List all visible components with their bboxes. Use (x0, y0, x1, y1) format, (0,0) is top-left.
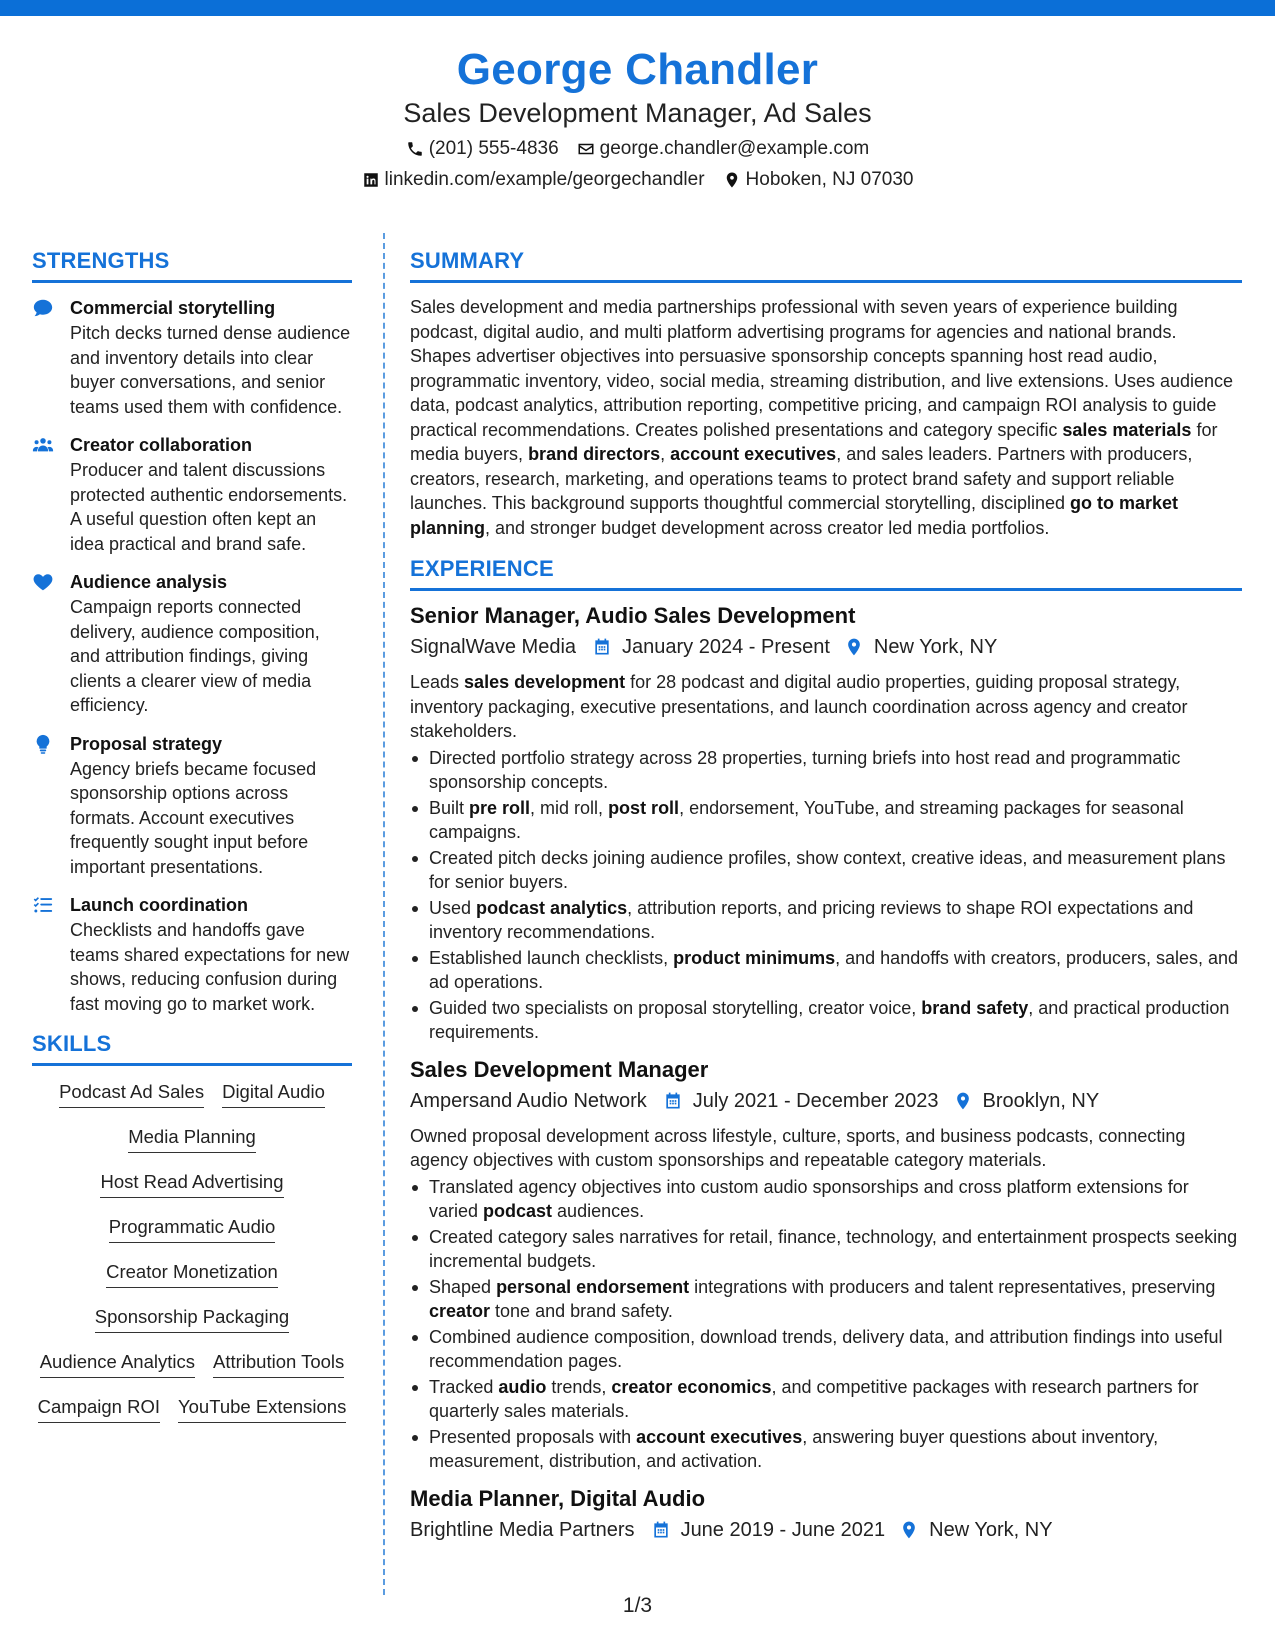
bold-phrase: creator economics (611, 1376, 772, 1397)
job-title: Media Planner, Digital Audio (410, 1485, 706, 1511)
heart-icon (32, 571, 54, 593)
strength-description: Pitch decks turned dense audience and inventory details into clear buyer conversations, and senior teams used them with confidence. (70, 323, 351, 417)
experience-list (410, 601, 1242, 1545)
bold-phrase: account executives (636, 1426, 803, 1447)
phone-icon (406, 140, 424, 158)
bold-phrase: creator (429, 1301, 491, 1321)
strength-body (70, 295, 352, 419)
candidate-name: George Chandler (456, 45, 819, 94)
linkedin-contact[interactable] (362, 167, 705, 193)
job-title: Senior Manager, Audio Sales Development (410, 603, 856, 628)
strength-item (32, 569, 352, 718)
skill-tag: Digital Audio (222, 1080, 325, 1108)
map-pin-icon (953, 1091, 973, 1111)
calendar-icon (663, 1091, 683, 1111)
strength-body (70, 892, 352, 1016)
right-column (410, 246, 1242, 1545)
strength-icon-wrap (32, 731, 70, 880)
strengths-list (32, 295, 352, 1016)
job-bullet: Shaped personal endorsement integrations with producers and talent representatives, preserving creator tone and brand safety. (410, 1275, 1242, 1324)
job-company: Ampersand Audio Network (410, 1089, 647, 1112)
job-meta (410, 632, 1242, 662)
job-meta (410, 1515, 1242, 1545)
bold-phrase: brand safety (921, 997, 1029, 1018)
left-column (32, 246, 352, 1423)
job-bullets (410, 746, 1242, 1045)
summary-text: Sales development and media partnerships professional with seven years of experience building podcast, digital audio, and multi platform advertising programs for agencies and national brands. Shapes advertiser objectives into persuasive sponsorship concepts spanning host read audio, programmatic inventory, video, social media, streaming distribution, and live extensions. Uses audience data, podcast analytics, attribution reporting, competitive pricing, and campaign ROI analysis to guide practical recommendations. Creates polished presentations and category specific sales materials for media buyers, brand directors, account executives, and sales leaders. Partners with producers, creators, research, marketing, and operations teams to protect brand safety and support reliable launches. This background supports thoughtful commercial storytelling, disciplined go to market planning, and stronger budget development across creator led media portfolios. (410, 297, 1234, 538)
summary-heading: SUMMARY (410, 246, 1242, 283)
email-text: george.chandler@example.com (599, 138, 870, 159)
job-location: New York, NY (929, 1518, 1053, 1541)
strengths-heading: STRENGTHS (32, 246, 352, 283)
bold-phrase: product minimums (673, 947, 836, 968)
job-company: Brightline Media Partners (410, 1518, 635, 1541)
strength-icon-wrap (32, 432, 70, 556)
bold-phrase: sales development (464, 672, 626, 692)
bold-phrase: post roll (608, 797, 680, 818)
skill-tag: Creator Monetization (106, 1260, 278, 1288)
linkedin-text: linkedin.com/example/georgechandler (384, 169, 705, 190)
job-entry (410, 601, 1242, 1045)
skill-tag: YouTube Extensions (178, 1395, 346, 1423)
strength-item (32, 432, 352, 556)
skill-tag: Attribution Tools (213, 1350, 344, 1378)
job-dates: January 2024 - Present (622, 636, 830, 658)
contact-row-1 (0, 136, 1275, 162)
strength-icon-wrap (32, 569, 70, 718)
strength-icon-wrap (32, 892, 70, 1016)
bold-phrase: audio (498, 1376, 547, 1397)
bold-phrase: pre roll (469, 797, 531, 818)
skill-tag: Campaign ROI (38, 1395, 160, 1423)
strength-item (32, 731, 352, 880)
job-bullet: Created pitch decks joining audience profiles, show context, creative ideas, and measurement plans for senior buyers. (410, 846, 1242, 895)
job-title: Sales Development Manager (410, 1056, 709, 1082)
job-entry (410, 1055, 1242, 1474)
skill-tag: Sponsorship Packaging (95, 1305, 289, 1333)
location-text: Hoboken, NJ 07030 (745, 169, 914, 190)
job-bullet: Tracked audio trends, creator economics, and competitive packages with research partners for quarterly sales materials. (410, 1375, 1242, 1424)
job-location: New York, NY (873, 636, 998, 658)
strength-description: Agency briefs became focused sponsorship options across formats. Account executives frequently sought input before important presentations. (70, 758, 317, 877)
job-bullet: Built pre roll, mid roll, post roll, endorsement, YouTube, and streaming packages for seasonal campaigns. (410, 796, 1242, 845)
map-pin-icon (723, 171, 741, 189)
job-description: Owned proposal development across lifestyle, culture, sports, and business podcasts, connecting agency objectives with custom sponsorships and repeatable category materials. (410, 1125, 1186, 1170)
phone-contact[interactable] (406, 136, 559, 162)
strength-title: Commercial storytelling (70, 298, 276, 318)
bold-phrase: account executives (670, 444, 837, 464)
strength-item (32, 295, 352, 419)
strength-title: Creator collaboration (70, 435, 253, 455)
job-bullet: Used podcast analytics, attribution reports, and pricing reviews to shape ROI expectations and inventory recommendations. (410, 896, 1242, 945)
job-bullet: Created category sales narratives for retail, finance, technology, and entertainment prospects seeking incremental budgets. (410, 1225, 1242, 1274)
job-bullet: Presented proposals with account executives, answering buyer questions about inventory, measurement, distribution, and activation. (410, 1425, 1242, 1474)
bold-phrase: go to market planning (410, 493, 1179, 538)
job-meta (410, 1086, 1242, 1116)
skills-heading: SKILLS (32, 1029, 352, 1066)
job-description: Leads sales development for 28 podcast and digital audio properties, guiding proposal strategy, inventory packaging, executive presentations, and launch coordination across agency and creator stakeholders. (410, 672, 1188, 741)
map-pin-icon (899, 1520, 919, 1540)
email-contact[interactable] (577, 136, 870, 162)
job-dates: July 2021 - December 2023 (692, 1089, 939, 1112)
bold-phrase: podcast (483, 1201, 553, 1221)
strength-title: Proposal strategy (70, 733, 223, 754)
job-bullet: Directed portfolio strategy across 28 properties, turning briefs into host read and programmatic sponsorship concepts. (410, 746, 1242, 795)
contact-row-2 (0, 167, 1275, 193)
strength-title: Launch coordination (70, 895, 248, 915)
top-accent-bar (0, 0, 1275, 16)
envelope-icon (577, 140, 595, 158)
skill-tag: Media Planning (128, 1125, 256, 1153)
column-divider (383, 233, 385, 1595)
skill-tag: Audience Analytics (40, 1350, 195, 1378)
calendar-icon (651, 1520, 671, 1540)
skill-tag: Host Read Advertising (100, 1170, 283, 1198)
map-pin-icon (844, 637, 864, 657)
resume-header (0, 44, 1275, 193)
strength-item (32, 892, 352, 1016)
location-contact (723, 167, 914, 193)
strength-icon-wrap (32, 295, 70, 419)
job-dates: June 2019 - June 2021 (680, 1518, 886, 1541)
phone-text: (201) 555-4836 (428, 138, 559, 159)
job-entry (410, 1484, 1242, 1545)
bold-phrase: brand directors (528, 444, 661, 464)
page-number: 1/3 (622, 1594, 653, 1617)
lightbulb-icon (32, 733, 54, 755)
speech-bubble-icon (32, 297, 54, 319)
linkedin-icon (362, 171, 380, 189)
strength-description: Checklists and handoffs gave teams shared expectations for new shows, reducing confusion during fast moving go to market work. (70, 920, 350, 1014)
strength-description: Producer and talent discussions protected authentic endorsements. A useful question often kept an idea practical and brand safe. (70, 460, 348, 554)
candidate-title: Sales Development Manager, Ad Sales (403, 98, 872, 128)
bold-phrase: personal endorsement (496, 1276, 690, 1297)
strength-body (70, 731, 352, 880)
skills-list (32, 1080, 352, 1423)
job-location: Brooklyn, NY (982, 1089, 1100, 1112)
job-company: SignalWave Media (410, 636, 577, 658)
strength-title: Audience analysis (70, 572, 228, 592)
job-bullet: Established launch checklists, product minimums, and handoffs with creators, producers, sales, and ad operations. (410, 946, 1242, 995)
checklist-icon (32, 894, 54, 916)
users-icon (32, 434, 54, 456)
experience-heading: EXPERIENCE (410, 554, 1242, 591)
job-bullets (410, 1175, 1242, 1474)
job-bullet: Guided two specialists on proposal storytelling, creator voice, brand safety, and practical production requirements. (410, 996, 1242, 1045)
skill-tag: Programmatic Audio (109, 1215, 276, 1243)
calendar-icon (592, 637, 612, 657)
job-bullet: Combined audience composition, download trends, delivery data, and attribution findings into useful recommendation pages. (410, 1325, 1242, 1374)
strength-body (70, 432, 352, 556)
job-bullet: Translated agency objectives into custom audio sponsorships and cross platform extensions for varied podcast audiences. (410, 1175, 1242, 1224)
skill-tag: Podcast Ad Sales (59, 1080, 204, 1108)
bold-phrase: podcast analytics (476, 897, 628, 918)
strength-description: Campaign reports connected delivery, audience composition, and attribution findings, giving clients a clearer view of media efficiency. (70, 597, 320, 715)
bold-phrase: sales materials (1062, 419, 1192, 440)
strength-body (70, 569, 352, 718)
